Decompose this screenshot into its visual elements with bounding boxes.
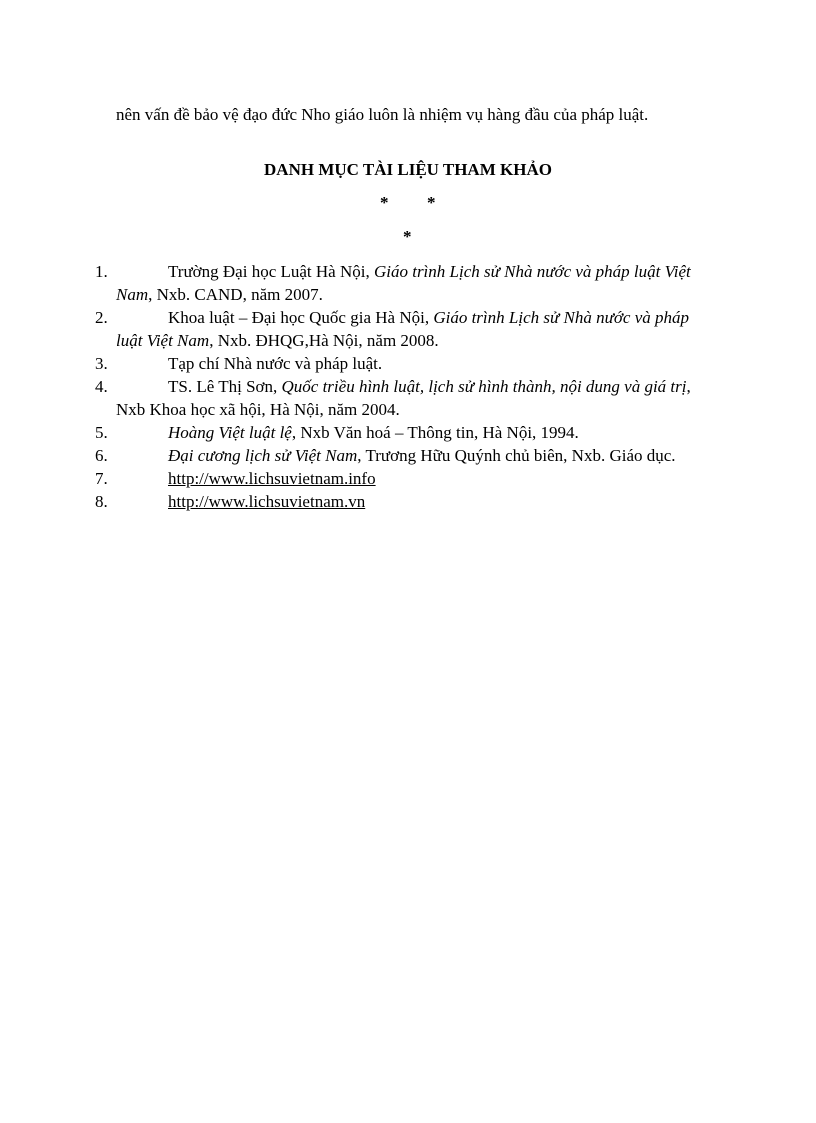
reference-post: , Nxb Khoa học xã hội, Hà Nội, năm 2004. (116, 377, 691, 419)
reference-link[interactable]: http://www.lichsuvietnam.info (168, 469, 376, 488)
reference-pre: Trường Đại học Luật Hà Nội, (168, 262, 374, 281)
reference-number: 1. (95, 262, 108, 281)
reference-text (116, 467, 698, 490)
reference-text (116, 306, 698, 352)
reference-title: Hoàng Việt luật lệ (168, 423, 292, 442)
reference-number: 2. (95, 308, 108, 327)
reference-item (0, 421, 816, 444)
reference-title: Giáo trình Lịch sử Nhà nước và pháp luật Việt Nam (116, 262, 691, 304)
intro-paragraph: nên vấn đề bảo vệ đạo đức Nho giáo luôn là nhiệm vụ hàng đầu của pháp luật. (116, 105, 649, 124)
reference-item (0, 352, 816, 375)
reference-text (116, 421, 698, 444)
star-right: * (427, 193, 436, 212)
reference-item (0, 467, 816, 490)
reference-post: , Nxb. CAND, năm 2007. (148, 285, 323, 304)
reference-text (116, 260, 698, 306)
reference-number: 3. (95, 354, 108, 373)
reference-number: 8. (95, 492, 108, 511)
references-heading: DANH MỤC TÀI LIỆU THAM KHẢO (264, 160, 552, 179)
reference-item (0, 444, 816, 467)
reference-number: 7. (95, 469, 108, 488)
reference-post: , Trương Hữu Quýnh chủ biên, Nxb. Giáo dục. (357, 446, 676, 465)
reference-post: , Nxb Văn hoá – Thông tin, Hà Nội, 1994. (291, 423, 579, 442)
reference-number: 4. (95, 377, 108, 396)
reference-item (0, 375, 816, 421)
reference-pre: Khoa luật – Đại học Quốc gia Hà Nội, (168, 308, 434, 327)
reference-title: Quốc triều hình luật, lịch sử hình thành, nội dung và giá trị (281, 377, 687, 396)
reference-item (0, 306, 816, 352)
reference-list (0, 260, 816, 513)
star-bottom: * (403, 227, 412, 246)
reference-link[interactable]: http://www.lichsuvietnam.vn (168, 492, 366, 511)
star-left: * (380, 193, 389, 212)
reference-text (116, 444, 698, 467)
reference-post: , Nxb. ĐHQG,Hà Nội, năm 2008. (209, 331, 439, 350)
reference-title: Giáo trình Lịch sử Nhà nước và pháp luật Việt Nam (116, 308, 690, 350)
reference-text (116, 375, 698, 421)
reference-number: 6. (95, 446, 108, 465)
reference-item (0, 260, 816, 306)
reference-number: 5. (95, 423, 108, 442)
reference-text (116, 352, 698, 375)
reference-pre: Tạp chí Nhà nước và pháp luật. (168, 354, 383, 373)
reference-item (0, 490, 816, 513)
reference-pre: TS. Lê Thị Sơn, (168, 377, 282, 396)
reference-text (116, 490, 698, 513)
reference-title: Đại cương lịch sử Việt Nam (168, 446, 358, 465)
